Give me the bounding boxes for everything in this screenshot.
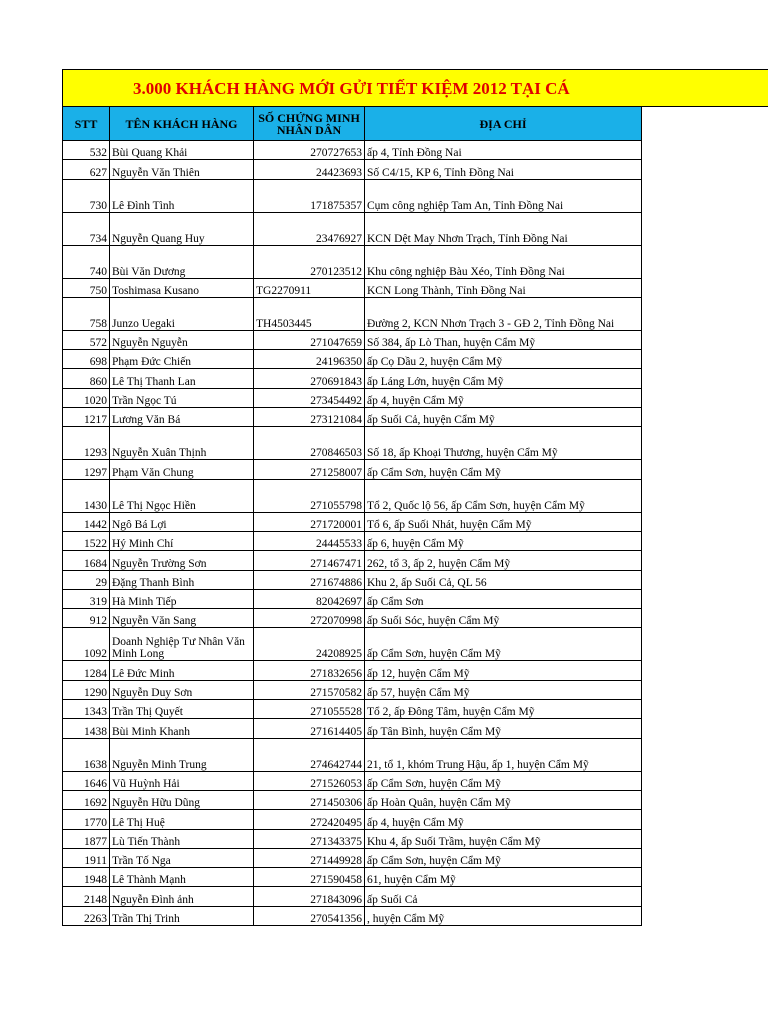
cell-name: Lê Thành Mạnh xyxy=(110,868,254,887)
table-body xyxy=(63,141,642,926)
header-stt: STT xyxy=(63,107,110,141)
table-row xyxy=(63,278,642,297)
cell-address: ấp 6, huyện Cẩm Mỹ xyxy=(365,531,642,550)
cell-address: Khu 2, ấp Suối Cả, QL 56 xyxy=(365,570,642,589)
table-row xyxy=(63,810,642,829)
cell-name: Phạm Đức Chiến xyxy=(110,350,254,369)
table-row xyxy=(63,738,642,771)
cell-name: Hý Minh Chí xyxy=(110,531,254,550)
cell-address: Tổ 6, ấp Suối Nhát, huyện Cẩm Mỹ xyxy=(365,512,642,531)
cell-address: ấp 4, huyện Cẩm Mỹ xyxy=(365,388,642,407)
cell-id-number: 272420495 xyxy=(254,810,365,829)
cell-address: ấp Suối Cả, huyện Cẩm Mỹ xyxy=(365,408,642,427)
table-row xyxy=(63,868,642,887)
cell-id-number: 271258007 xyxy=(254,460,365,479)
cell-name: Toshimasa Kusano xyxy=(110,278,254,297)
cell-address: ấp Cọ Dầu 2, huyện Cẩm Mỹ xyxy=(365,350,642,369)
cell-id-number: TG2270911 xyxy=(254,278,365,297)
table-row xyxy=(63,369,642,388)
cell-name: Nguyễn Văn Thiên xyxy=(110,160,254,179)
header-id-number: SỐ CHỨNG MINH NHÂN DÂN xyxy=(254,107,365,141)
cell-name: Lù Tiến Thành xyxy=(110,829,254,848)
cell-name: Lê Đình Tình xyxy=(110,179,254,212)
cell-name: Trần Thị Quyết xyxy=(110,700,254,719)
cell-id-number: TH4503445 xyxy=(254,297,365,330)
table-row xyxy=(63,297,642,330)
cell-address: ấp 4, Tỉnh Đồng Nai xyxy=(365,141,642,160)
table-header-row xyxy=(63,107,642,141)
cell-stt: 750 xyxy=(63,278,110,297)
cell-name: Lương Văn Bá xyxy=(110,408,254,427)
document-title: 3.000 KHÁCH HÀNG MỚI GỬI TIẾT KIỆM 2012 TẠI CÁ xyxy=(133,79,570,98)
cell-stt: 1438 xyxy=(63,719,110,738)
cell-id-number: 270846503 xyxy=(254,427,365,460)
cell-stt: 1877 xyxy=(63,829,110,848)
cell-address: 21, tổ 1, khóm Trung Hậu, ấp 1, huyện Cẩm Mỹ xyxy=(365,738,642,771)
cell-name: Nguyễn Xuân Thịnh xyxy=(110,427,254,460)
table-row xyxy=(63,460,642,479)
cell-name: Doanh Nghiệp Tư Nhân Văn Minh Long xyxy=(110,628,254,661)
cell-name: Ngô Bá Lợi xyxy=(110,512,254,531)
cell-stt: 1646 xyxy=(63,771,110,790)
cell-id-number: 271055798 xyxy=(254,479,365,512)
cell-stt: 1297 xyxy=(63,460,110,479)
cell-stt: 1290 xyxy=(63,680,110,699)
cell-address: ấp Hoàn Quân, huyện Cẩm Mỹ xyxy=(365,790,642,809)
cell-address: , huyện Cẩm Mỹ xyxy=(365,906,642,925)
table-row xyxy=(63,906,642,925)
cell-stt: 2263 xyxy=(63,906,110,925)
cell-stt: 1442 xyxy=(63,512,110,531)
cell-address: KCN Long Thành, Tỉnh Đồng Nai xyxy=(365,278,642,297)
table-row xyxy=(63,350,642,369)
cell-address: 61, huyện Cẩm Mỹ xyxy=(365,868,642,887)
cell-address: ấp Láng Lớn, huyện Cẩm Mỹ xyxy=(365,369,642,388)
cell-stt: 1522 xyxy=(63,531,110,550)
cell-stt: 1343 xyxy=(63,700,110,719)
cell-stt: 730 xyxy=(63,179,110,212)
cell-address: ấp Cẩm Sơn, huyện Cẩm Mỹ xyxy=(365,460,642,479)
cell-name: Bùi Văn Dương xyxy=(110,245,254,278)
cell-id-number: 82042697 xyxy=(254,589,365,608)
cell-name: Lê Thị Ngọc Hiền xyxy=(110,479,254,512)
cell-id-number: 271055528 xyxy=(254,700,365,719)
cell-stt: 1430 xyxy=(63,479,110,512)
cell-id-number: 24423693 xyxy=(254,160,365,179)
cell-id-number: 271674886 xyxy=(254,570,365,589)
table-row xyxy=(63,512,642,531)
table-row xyxy=(63,771,642,790)
cell-address: Cụm công nghiệp Tam An, Tỉnh Đồng Nai xyxy=(365,179,642,212)
table-row xyxy=(63,551,642,570)
cell-name: Đặng Thanh Bình xyxy=(110,570,254,589)
cell-id-number: 270727653 xyxy=(254,141,365,160)
cell-name: Nguyễn Quang Huy xyxy=(110,212,254,245)
cell-name: Nguyễn Duy Sơn xyxy=(110,680,254,699)
cell-address: Khu công nghiệp Bàu Xéo, Tỉnh Đồng Nai xyxy=(365,245,642,278)
table-row xyxy=(63,570,642,589)
cell-address: Số 18, ấp Khoại Thương, huyện Cẩm Mỹ xyxy=(365,427,642,460)
table-row xyxy=(63,479,642,512)
cell-id-number: 23476927 xyxy=(254,212,365,245)
header-name: TÊN KHÁCH HÀNG xyxy=(110,107,254,141)
cell-stt: 1638 xyxy=(63,738,110,771)
cell-stt: 1092 xyxy=(63,628,110,661)
table-row xyxy=(63,212,642,245)
cell-stt: 860 xyxy=(63,369,110,388)
table-row xyxy=(63,887,642,906)
cell-id-number: 24445533 xyxy=(254,531,365,550)
cell-stt: 627 xyxy=(63,160,110,179)
cell-stt: 740 xyxy=(63,245,110,278)
cell-stt: 912 xyxy=(63,609,110,628)
table-row xyxy=(63,628,642,661)
cell-stt: 2148 xyxy=(63,887,110,906)
cell-stt: 1948 xyxy=(63,868,110,887)
cell-name: Bùi Minh Khanh xyxy=(110,719,254,738)
cell-id-number: 270123512 xyxy=(254,245,365,278)
table-row xyxy=(63,388,642,407)
table-row xyxy=(63,589,642,608)
cell-id-number: 271467471 xyxy=(254,551,365,570)
cell-id-number: 271449928 xyxy=(254,848,365,867)
table-row xyxy=(63,719,642,738)
cell-address: KCN Dệt May Nhơn Trạch, Tỉnh Đồng Nai xyxy=(365,212,642,245)
header-address: ĐỊA CHỈ xyxy=(365,107,642,141)
table-row xyxy=(63,661,642,680)
table-row xyxy=(63,829,642,848)
cell-stt: 1911 xyxy=(63,848,110,867)
cell-id-number: 24196350 xyxy=(254,350,365,369)
cell-stt: 1770 xyxy=(63,810,110,829)
cell-id-number: 24208925 xyxy=(254,628,365,661)
cell-stt: 29 xyxy=(63,570,110,589)
cell-address: ấp 12, huyện Cẩm Mỹ xyxy=(365,661,642,680)
cell-name: Nguyễn Nguyễn xyxy=(110,330,254,349)
cell-stt: 1692 xyxy=(63,790,110,809)
cell-name: Trần Thị Trinh xyxy=(110,906,254,925)
cell-address: ấp 4, huyện Cẩm Mỹ xyxy=(365,810,642,829)
cell-address: Tổ 2, Quốc lộ 56, ấp Cẩm Sơn, huyện Cẩm Mỹ xyxy=(365,479,642,512)
cell-address: Số 384, ấp Lò Than, huyện Cẩm Mỹ xyxy=(365,330,642,349)
cell-id-number: 273121084 xyxy=(254,408,365,427)
cell-id-number: 272070998 xyxy=(254,609,365,628)
cell-id-number: 271843096 xyxy=(254,887,365,906)
cell-name: Lê Thị Huệ xyxy=(110,810,254,829)
cell-id-number: 271614405 xyxy=(254,719,365,738)
cell-id-number: 271590458 xyxy=(254,868,365,887)
cell-id-number: 271832656 xyxy=(254,661,365,680)
cell-id-number: 171875357 xyxy=(254,179,365,212)
cell-stt: 734 xyxy=(63,212,110,245)
table-row xyxy=(63,141,642,160)
cell-id-number: 271526053 xyxy=(254,771,365,790)
cell-id-number: 274642744 xyxy=(254,738,365,771)
cell-name: Nguyễn Văn Sang xyxy=(110,609,254,628)
cell-name: Lê Thị Thanh Lan xyxy=(110,369,254,388)
table-row xyxy=(63,245,642,278)
cell-address: ấp Suối Cả xyxy=(365,887,642,906)
cell-stt: 1217 xyxy=(63,408,110,427)
table-row xyxy=(63,790,642,809)
cell-address: Đường 2, KCN Nhơn Trạch 3 - GĐ 2, Tỉnh Đồng Nai xyxy=(365,297,642,330)
cell-id-number: 270691843 xyxy=(254,369,365,388)
table-row xyxy=(63,700,642,719)
cell-address: ấp 57, huyện Cẩm Mỹ xyxy=(365,680,642,699)
table-row xyxy=(63,160,642,179)
cell-stt: 532 xyxy=(63,141,110,160)
cell-id-number: 271343375 xyxy=(254,829,365,848)
table-row xyxy=(63,848,642,867)
cell-name: Vũ Huỳnh Hải xyxy=(110,771,254,790)
cell-name: Bùi Quang Khải xyxy=(110,141,254,160)
cell-name: Trần Ngọc Tú xyxy=(110,388,254,407)
cell-stt: 1293 xyxy=(63,427,110,460)
cell-id-number: 270541356 xyxy=(254,906,365,925)
table-row xyxy=(63,531,642,550)
customer-table xyxy=(62,106,642,926)
cell-address: ấp Suối Sóc, huyện Cẩm Mỹ xyxy=(365,609,642,628)
cell-stt: 1684 xyxy=(63,551,110,570)
cell-name: Lê Đức Minh xyxy=(110,661,254,680)
cell-address: Số C4/15, KP 6, Tỉnh Đồng Nai xyxy=(365,160,642,179)
table-row xyxy=(63,427,642,460)
cell-id-number: 271450306 xyxy=(254,790,365,809)
cell-name: Nguyễn Minh Trung xyxy=(110,738,254,771)
cell-address: 262, tổ 3, ấp 2, huyện Cẩm Mỹ xyxy=(365,551,642,570)
cell-stt: 758 xyxy=(63,297,110,330)
cell-name: Nguyễn Đình ảnh xyxy=(110,887,254,906)
cell-name: Nguyễn Hữu Dũng xyxy=(110,790,254,809)
table-row xyxy=(63,179,642,212)
cell-stt: 319 xyxy=(63,589,110,608)
cell-stt: 1020 xyxy=(63,388,110,407)
cell-name: Phạm Văn Chung xyxy=(110,460,254,479)
cell-address: ấp Cẩm Sơn, huyện Cẩm Mỹ xyxy=(365,848,642,867)
cell-id-number: 273454492 xyxy=(254,388,365,407)
table-row xyxy=(63,330,642,349)
table-row xyxy=(63,408,642,427)
cell-address: Tổ 2, ấp Đông Tâm, huyện Cẩm Mỹ xyxy=(365,700,642,719)
cell-stt: 1284 xyxy=(63,661,110,680)
cell-name: Junzo Uegaki xyxy=(110,297,254,330)
cell-id-number: 271720001 xyxy=(254,512,365,531)
table-row xyxy=(63,609,642,628)
cell-id-number: 271047659 xyxy=(254,330,365,349)
cell-name: Hà Minh Tiếp xyxy=(110,589,254,608)
cell-address: ấp Cẩm Sơn, huyện Cẩm Mỹ xyxy=(365,628,642,661)
cell-name: Trần Tố Nga xyxy=(110,848,254,867)
cell-stt: 572 xyxy=(63,330,110,349)
cell-name: Nguyễn Trường Sơn xyxy=(110,551,254,570)
cell-address: Khu 4, ấp Suối Trầm, huyện Cẩm Mỹ xyxy=(365,829,642,848)
cell-id-number: 271570582 xyxy=(254,680,365,699)
cell-stt: 698 xyxy=(63,350,110,369)
cell-address: ấp Tân Bình, huyện Cẩm Mỹ xyxy=(365,719,642,738)
cell-address: ấp Cẩm Sơn xyxy=(365,589,642,608)
title-banner xyxy=(62,69,768,107)
cell-address: ấp Cẩm Sơn, huyện Cẩm Mỹ xyxy=(365,771,642,790)
table-row xyxy=(63,680,642,699)
